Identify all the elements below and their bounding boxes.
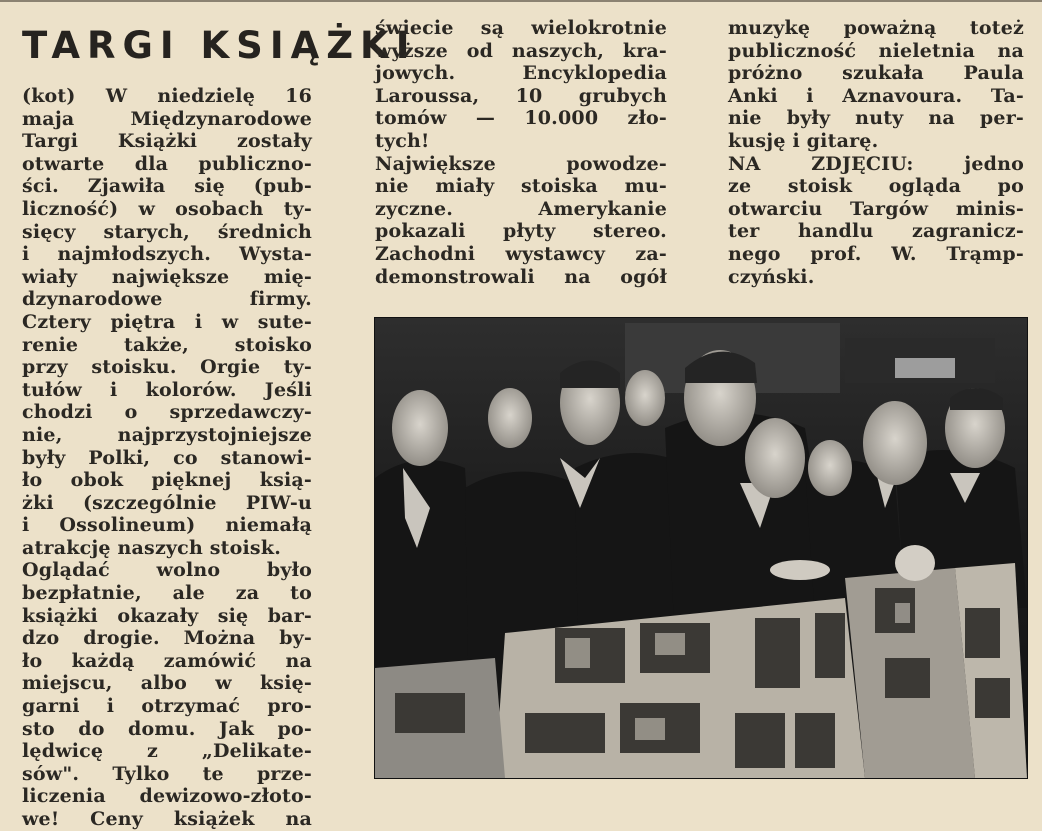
text-line: jowych. Encyklopedia <box>375 62 667 85</box>
text-line: Największe powodze- <box>375 152 667 175</box>
text-line: demonstrowali na ogół <box>375 265 667 288</box>
text-line: kusję i gitarę. <box>728 129 879 152</box>
text-line: dzynarodowe firmy. <box>22 288 312 311</box>
text-line: miejscu, albo w księ- <box>22 672 312 695</box>
text-line: ści. Zjawiła się (pub- <box>22 175 312 198</box>
text-line: liczność) w osobach ty- <box>22 197 312 220</box>
photo-caption-line: ter handlu zagranicz- <box>728 220 1024 243</box>
top-rule <box>0 0 1042 2</box>
text-line: sto do domu. Jak po- <box>22 717 312 740</box>
text-line: i najmłodszych. Wysta- <box>22 243 312 266</box>
text-line: garni i otrzymać pro- <box>22 695 312 718</box>
article-photo <box>374 317 1028 779</box>
text-line: liczenia dewizowo-złoto- <box>22 785 312 808</box>
article-headline: TARGI KSIĄŻKI <box>22 24 417 67</box>
photo-caption-line: nego prof. W. Trąmp- <box>728 242 1024 265</box>
photo-caption-line: czyński. <box>728 265 815 288</box>
text-line: pokazali płyty stereo. <box>375 220 667 243</box>
text-line: sięcy starych, średnich <box>22 220 312 243</box>
photo-caption-line: ze stoisk ogląda po <box>728 175 1024 198</box>
photo-caption-line: NA ZDJĘCIU: jedno <box>728 152 1024 175</box>
text-line: nie miały stoiska mu- <box>375 175 667 198</box>
text-line: tych! <box>375 129 430 152</box>
text-line: książki okazały się bar- <box>22 604 312 627</box>
text-line: bezpłatnie, ale za to <box>22 582 312 605</box>
text-line: zyczne. Amerykanie <box>375 197 667 220</box>
text-line: chodzi o sprzedawczy- <box>22 401 312 424</box>
text-line: (kot) W niedzielę 16 <box>22 85 312 107</box>
text-line: lędwicę z „Delikate- <box>22 740 312 763</box>
text-line: dzo drogie. Można by- <box>22 627 312 650</box>
text-line: Targi Książki zostały <box>22 130 312 153</box>
article-column-3 <box>728 17 1024 288</box>
text-line: wyższe od naszych, kra- <box>375 39 667 62</box>
text-line: nie, najprzystojniejsze <box>22 423 312 446</box>
text-line: atrakcję naszych stoisk. <box>22 536 282 559</box>
article-column-1 <box>22 85 312 831</box>
text-line: próżno szukała Paula <box>728 62 1024 85</box>
photo-illustration <box>375 318 1027 778</box>
text-line: publiczność nieletnia na <box>728 39 1024 62</box>
text-line: we! Ceny książek na <box>22 808 312 830</box>
text-line: nie były nuty na per- <box>728 107 1024 130</box>
text-line: Anki i Aznavoura. Ta- <box>728 84 1024 107</box>
text-line: były Polki, co stanowi- <box>22 446 312 469</box>
text-line: ło każdą zamówić na <box>22 649 312 672</box>
text-line: muzykę poważną toteż <box>728 17 1024 39</box>
text-line: maja Międzynarodowe <box>22 107 312 130</box>
text-line: ło obok pięknej ksią- <box>22 469 312 492</box>
text-line: wiały największe mię- <box>22 265 312 288</box>
text-line: Oglądać wolno było <box>22 559 312 582</box>
photo-caption-line: otwarciu Targów minis- <box>728 197 1024 220</box>
text-line: tułów i kolorów. Jeśli <box>22 378 312 401</box>
text-line: tomów — 10.000 zło- <box>375 107 667 130</box>
article-column-2 <box>375 17 667 288</box>
text-line: i Ossolineum) niemałą <box>22 514 312 537</box>
text-line: świecie są wielokrotnie <box>375 17 667 39</box>
text-line: Laroussa, 10 grubych <box>375 84 667 107</box>
text-line: żki (szczególnie PIW-u <box>22 491 312 514</box>
text-line: Zachodni wystawcy za- <box>375 242 667 265</box>
text-line: otwarte dla publiczno- <box>22 152 312 175</box>
text-line: sów". Tylko te prze- <box>22 762 312 785</box>
text-line: przy stoisku. Orgie ty- <box>22 356 312 379</box>
text-line: Cztery piętra i w sute- <box>22 310 312 333</box>
text-line: renie także, stoisko <box>22 333 312 356</box>
